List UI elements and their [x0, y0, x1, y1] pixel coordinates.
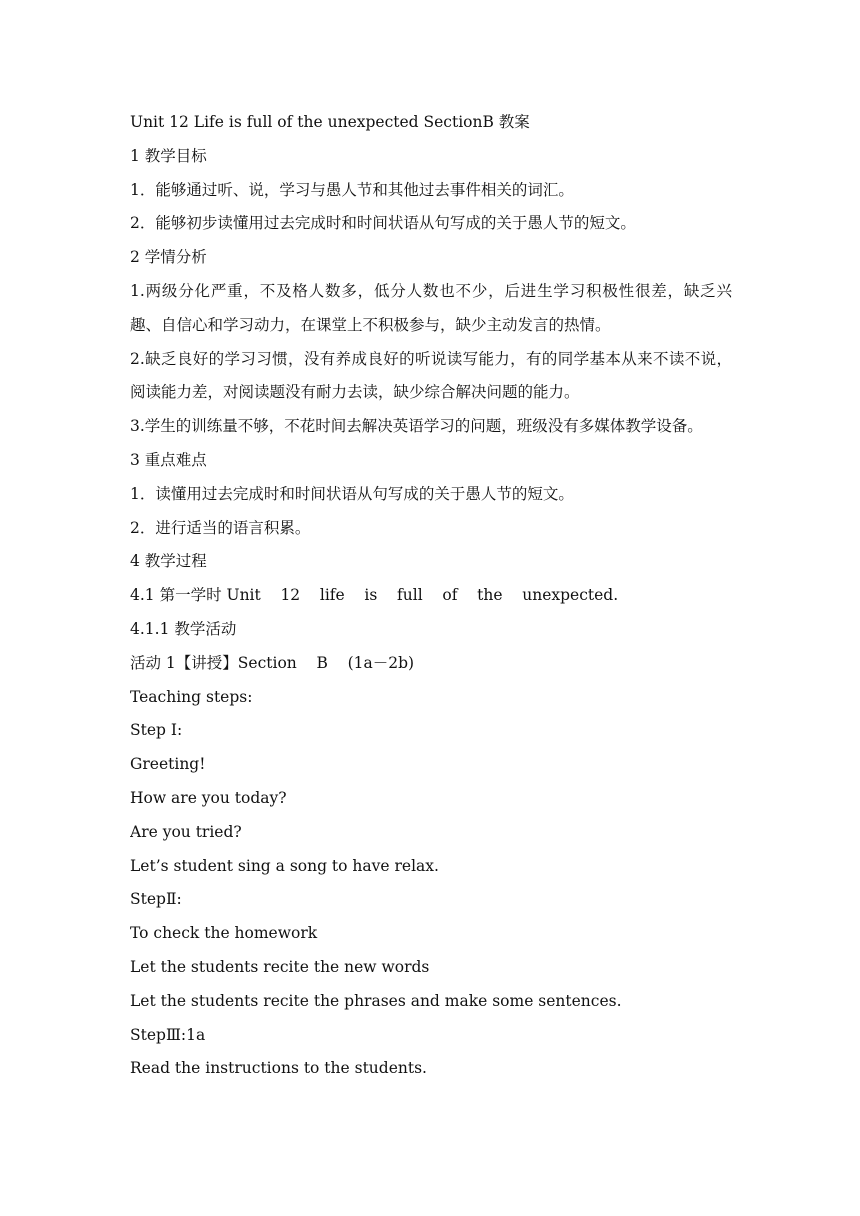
step-line: StepⅢ:1a: [130, 1025, 206, 1044]
key-point-item: 1．读懂用过去完成时和时间状语从句写成的关于愚人节的短文。: [130, 484, 574, 503]
goal-item: 1．能够通过听、说，学习与愚人节和其他过去事件相关的词汇。: [130, 180, 574, 199]
step-line: To check the homework: [130, 924, 318, 943]
step-line: Let the students recite the new words: [130, 957, 430, 976]
step-line: StepⅡ:: [130, 890, 182, 909]
step-line: Are you tried?: [130, 822, 242, 841]
document-body: [130, 106, 732, 1086]
analysis-item: 3.学生的训练量不够，不花时间去解决英语学习的问题，班级没有多媒体教学设备。: [130, 417, 703, 436]
document-title: Unit 12 Life is full of the unexpected SectionB 教案: [130, 113, 530, 131]
step-line: Step I:: [130, 721, 183, 740]
lesson-title: 4.1 第一学时 Unit 12 life is full of the unexpected.: [130, 586, 619, 605]
step-line: Let the students recite the phrases and make some sentences.: [130, 991, 622, 1010]
step-line: Teaching steps:: [130, 687, 253, 706]
step-line: Greeting!: [130, 755, 206, 774]
analysis-item: 2.缺乏良好的学习习惯，没有养成良好的听说读写能力，有的同学基本从来不读不说，阅读能力差，对阅读题没有耐力去读，缺少综合解决问题的能力。: [130, 349, 732, 402]
section-heading-analysis: 2 学情分析: [130, 248, 207, 267]
section-heading-goals: 1 教学目标: [130, 146, 207, 165]
activities-heading: 4.1.1 教学活动: [130, 619, 237, 638]
step-line: Read the instructions to the students.: [130, 1059, 427, 1078]
analysis-item: 1.两级分化严重，不及格人数多，低分人数也不少，后进生学习积极性很差，缺乏兴趣、自信心和学习动力，在课堂上不积极参与，缺少主动发言的热情。: [130, 281, 732, 334]
step-line: How are you today?: [130, 788, 287, 807]
section-heading-process: 4 教学过程: [130, 552, 207, 571]
goal-item: 2．能够初步读懂用过去完成时和时间状语从句写成的关于愚人节的短文。: [130, 214, 636, 233]
key-point-item: 2．进行适当的语言积累。: [130, 518, 311, 537]
step-line: Let’s student sing a song to have relax.: [130, 856, 439, 875]
section-heading-key-points: 3 重点难点: [130, 450, 207, 469]
activity-title: 活动 1【讲授】Section B (1a－2b): [130, 653, 415, 672]
